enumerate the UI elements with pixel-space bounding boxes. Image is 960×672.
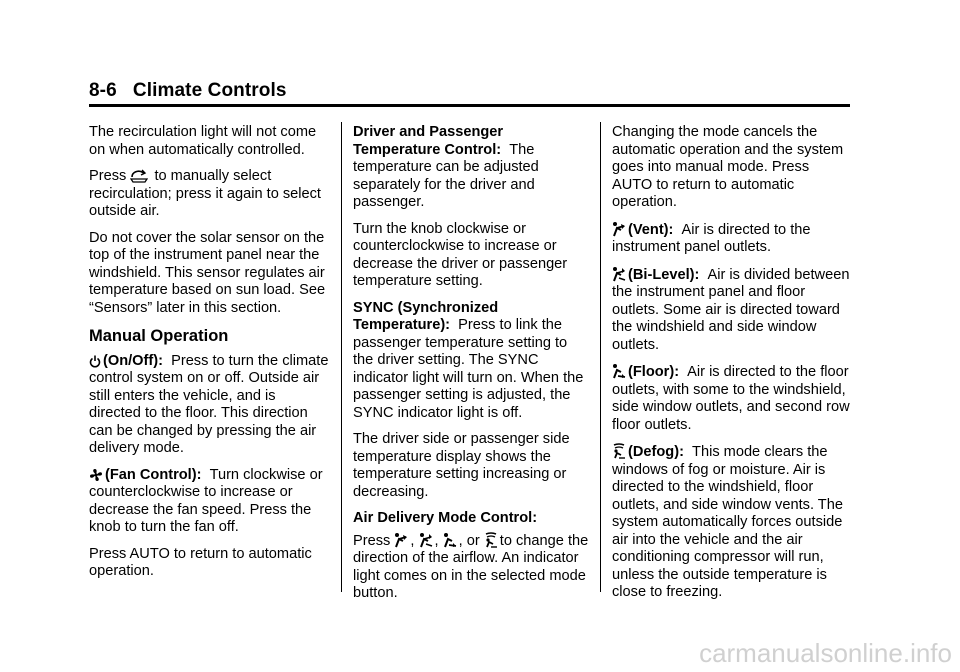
floor-mode-icon: [443, 532, 457, 548]
watermark: carmanualsonline.info: [699, 638, 952, 668]
vent-mode-icon: [394, 532, 408, 548]
paragraph: (Vent): Air is directed to the instrument panel outlets.: [612, 221, 811, 255]
bilevel-mode-icon: [419, 532, 433, 548]
section-heading: Manual Operation: [89, 327, 229, 345]
paragraph: The recirculation light will not come on when automatically controlled.: [89, 124, 317, 158]
floor-mode-icon: [612, 363, 626, 379]
paragraph: Press , , , or to change the direction of the airflow. An indicator light comes on in the selected mode button.: [353, 532, 589, 601]
chapter-title: Climate Controls: [132, 80, 287, 101]
vent-mode-icon: [612, 221, 626, 237]
paragraph: Turn the knob clockwise or counterclockwise to increase or decrease the driver or passenger temperature setting.: [353, 220, 568, 289]
paragraph: (Fan Control): Turn clockwise or counterclockwise to increase or decrease the fan speed. Press the knob to turn the fan off.: [89, 466, 323, 535]
paragraph: Press to manually select recirculation; press it again to select outside air.: [89, 168, 321, 219]
column-right: [612, 124, 850, 611]
fan-icon: [89, 468, 103, 482]
paragraph: (On/Off): Press to turn the climate control system on or off. Outside air still enters the vehicle, and is directed to the floor. This direction can be changed by pressing the air delivery mode.: [89, 352, 329, 456]
paragraph: Changing the mode cancels the automatic operation and the system goes into manual mode. Press AUTO to return to automatic operation.: [612, 124, 844, 210]
paragraph: Press AUTO to return to automatic operation.: [89, 545, 312, 579]
paragraph: (Bi-Level): Air is divided between the instrument panel and floor outlets. Some air is directed toward the windshield and side window outlets.: [612, 266, 850, 353]
paragraph: Do not cover the solar sensor on the top of the instrument panel near the windshield. This sensor regulates air temperature based on sun load. See “Sensors” later in this section.: [89, 229, 326, 316]
column-divider: [341, 122, 342, 592]
bilevel-mode-icon: [612, 266, 626, 282]
paragraph: (Defog): This mode clears the windows of fog or moisture. Air is directed to the windshield, floor outlets, and side window vents. The system automatically forces outside air into the vehicle and the air conditioning compressor will run, unless the outside temperature is close to freezing.: [612, 444, 843, 600]
recirculation-icon: [130, 169, 148, 183]
defog-mode-icon: [484, 532, 498, 548]
column-divider: [600, 122, 601, 592]
paragraph: (Floor): Air is directed to the floor outlets, with some to the windshield, side window outlets, and second row floor outlets.: [612, 364, 850, 433]
defog-mode-icon: [612, 443, 626, 459]
header-rule: [89, 104, 850, 107]
power-icon: [89, 355, 101, 368]
column-left: [89, 124, 331, 590]
column-middle: [353, 124, 590, 612]
page-title: [89, 80, 287, 102]
paragraph: Driver and Passenger Temperature Control: The temperature can be adjusted separately for the driver and passenger.: [353, 124, 539, 210]
paragraph: The driver side or passenger side temperature display shows the temperature setting increasing or decreasing.: [353, 431, 570, 500]
paragraph: Air Delivery Mode Control:: [353, 510, 538, 526]
section-number: 8-6: [89, 80, 117, 101]
paragraph: SYNC (Synchronized Temperature): Press to link the passenger temperature setting to the driver setting. The SYNC indicator light will turn on. When the passenger setting is adjusted, the SYNC indicator light is off.: [353, 299, 584, 421]
